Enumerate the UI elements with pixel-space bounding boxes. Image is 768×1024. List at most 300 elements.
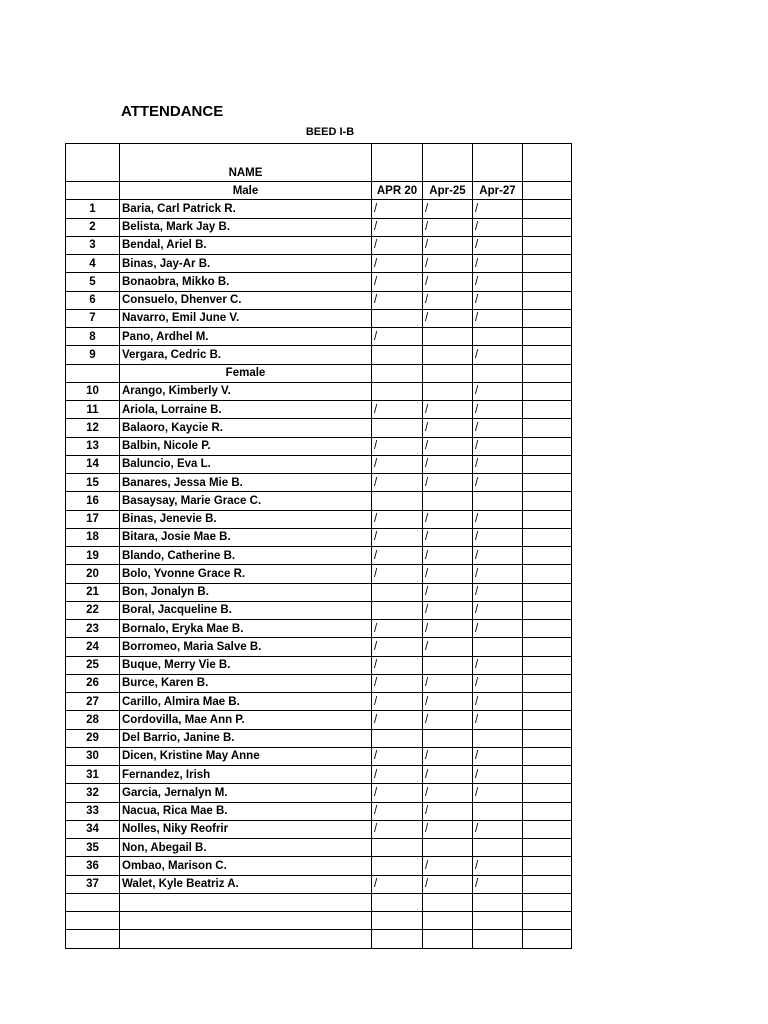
- attendance-mark: /: [372, 528, 423, 546]
- student-name: Bornalo, Eryka Mae B.: [120, 620, 372, 638]
- student-name: Bonaobra, Mikko B.: [120, 273, 372, 291]
- table-row: [66, 638, 572, 656]
- attendance-mark: /: [372, 656, 423, 674]
- name-header: NAME: [120, 144, 372, 182]
- attendance-mark: /: [423, 437, 473, 455]
- attendance-mark: [372, 729, 423, 747]
- attendance-mark: /: [372, 784, 423, 802]
- attendance-mark: /: [473, 236, 523, 254]
- date-header: APR 20: [372, 182, 423, 200]
- table-row: [66, 565, 572, 583]
- student-name: Baria, Carl Patrick R.: [120, 200, 372, 218]
- header-cell-number: [66, 144, 120, 182]
- attendance-mark: /: [473, 401, 523, 419]
- student-name: Non, Abegail B.: [120, 839, 372, 857]
- attendance-mark: /: [473, 255, 523, 273]
- header-row-dates: [66, 182, 572, 200]
- attendance-cell-empty: [372, 930, 423, 948]
- student-name: Pano, Ardhel M.: [120, 328, 372, 346]
- table-row: [66, 328, 572, 346]
- attendance-mark: [523, 474, 572, 492]
- attendance-mark: [473, 638, 523, 656]
- attendance-mark: /: [423, 528, 473, 546]
- attendance-mark: [473, 729, 523, 747]
- attendance-table: [65, 143, 572, 949]
- row-number: 17: [66, 510, 120, 528]
- attendance-mark: [423, 839, 473, 857]
- male-label: Male: [120, 182, 372, 200]
- attendance-mark: /: [423, 291, 473, 309]
- attendance-mark: /: [423, 747, 473, 765]
- attendance-mark: [523, 547, 572, 565]
- attendance-mark: /: [372, 620, 423, 638]
- attendance-mark: [523, 382, 572, 400]
- attendance-mark: [523, 638, 572, 656]
- attendance-mark: /: [423, 620, 473, 638]
- table-row: [66, 255, 572, 273]
- student-name: Baluncio, Eva L.: [120, 455, 372, 473]
- attendance-mark: /: [372, 711, 423, 729]
- attendance-mark: /: [473, 200, 523, 218]
- blank-row: [66, 893, 572, 911]
- row-number-empty: [66, 912, 120, 930]
- attendance-mark: [523, 565, 572, 583]
- attendance-body: [66, 144, 572, 949]
- attendance-cell-empty: [423, 912, 473, 930]
- attendance-mark: /: [372, 328, 423, 346]
- student-name: Dicen, Kristine May Anne: [120, 747, 372, 765]
- attendance-mark: /: [473, 309, 523, 327]
- attendance-mark: /: [423, 273, 473, 291]
- attendance-mark: /: [423, 547, 473, 565]
- row-number: 33: [66, 802, 120, 820]
- attendance-mark: /: [423, 218, 473, 236]
- attendance-mark: /: [372, 674, 423, 692]
- attendance-cell-empty: [523, 930, 572, 948]
- attendance-mark: [523, 455, 572, 473]
- row-number: 34: [66, 820, 120, 838]
- attendance-mark: [523, 784, 572, 802]
- row-number: 22: [66, 601, 120, 619]
- attendance-mark: [523, 419, 572, 437]
- student-name: Vergara, Cedric B.: [120, 346, 372, 364]
- attendance-mark: [372, 583, 423, 601]
- attendance-mark: /: [372, 510, 423, 528]
- attendance-mark: /: [423, 255, 473, 273]
- table-row: [66, 382, 572, 400]
- row-number: 31: [66, 766, 120, 784]
- row-number: 24: [66, 638, 120, 656]
- attendance-cell-empty: [372, 893, 423, 911]
- attendance-mark: /: [423, 674, 473, 692]
- row-number: 3: [66, 236, 120, 254]
- attendance-mark: /: [372, 236, 423, 254]
- attendance-mark: /: [473, 547, 523, 565]
- row-number: 6: [66, 291, 120, 309]
- student-name: Bendal, Ariel B.: [120, 236, 372, 254]
- table-row: [66, 474, 572, 492]
- attendance-mark: /: [372, 291, 423, 309]
- attendance-mark: /: [423, 309, 473, 327]
- attendance-mark: /: [473, 565, 523, 583]
- attendance-mark: /: [473, 875, 523, 893]
- student-name: Bitara, Josie Mae B.: [120, 528, 372, 546]
- attendance-mark: /: [423, 711, 473, 729]
- student-name: Balbin, Nicole P.: [120, 437, 372, 455]
- attendance-mark: [523, 236, 572, 254]
- attendance-mark: [523, 328, 572, 346]
- header-cell-empty: [523, 144, 572, 182]
- attendance-mark: /: [423, 565, 473, 583]
- table-row: [66, 236, 572, 254]
- date-header: Apr-27: [473, 182, 523, 200]
- attendance-mark: [423, 382, 473, 400]
- female-subheader-row: [66, 364, 572, 382]
- attendance-mark: /: [372, 401, 423, 419]
- attendance-mark: [523, 200, 572, 218]
- student-name: Borromeo, Maria Salve B.: [120, 638, 372, 656]
- attendance-mark: /: [473, 291, 523, 309]
- attendance-mark: /: [473, 419, 523, 437]
- attendance-mark: /: [473, 766, 523, 784]
- row-number: 37: [66, 875, 120, 893]
- attendance-cell-empty: [423, 930, 473, 948]
- table-row: [66, 309, 572, 327]
- attendance-mark: [423, 328, 473, 346]
- header-row-name: [66, 144, 572, 182]
- attendance-mark: /: [473, 656, 523, 674]
- student-name: Belista, Mark Jay B.: [120, 218, 372, 236]
- attendance-mark: /: [473, 218, 523, 236]
- student-name: Buque, Merry Vie B.: [120, 656, 372, 674]
- row-number: 1: [66, 200, 120, 218]
- attendance-mark: /: [423, 200, 473, 218]
- attendance-mark: /: [473, 711, 523, 729]
- table-row: [66, 419, 572, 437]
- student-name: Burce, Karen B.: [120, 674, 372, 692]
- attendance-mark: [372, 346, 423, 364]
- attendance-mark: /: [423, 766, 473, 784]
- row-number: 20: [66, 565, 120, 583]
- row-number: 12: [66, 419, 120, 437]
- student-name: Basaysay, Marie Grace C.: [120, 492, 372, 510]
- attendance-mark: [523, 510, 572, 528]
- attendance-mark: /: [423, 784, 473, 802]
- header-cell-empty: [423, 144, 473, 182]
- table-row: [66, 693, 572, 711]
- attendance-mark: /: [372, 437, 423, 455]
- table-row: [66, 766, 572, 784]
- attendance-mark: [473, 839, 523, 857]
- attendance-mark: [372, 382, 423, 400]
- attendance-mark: [523, 492, 572, 510]
- attendance-mark: /: [372, 474, 423, 492]
- student-name: Bon, Jonalyn B.: [120, 583, 372, 601]
- attendance-mark: /: [372, 455, 423, 473]
- student-name: Walet, Kyle Beatriz A.: [120, 875, 372, 893]
- attendance-cell-empty: [523, 364, 572, 382]
- table-row: [66, 346, 572, 364]
- table-row: [66, 528, 572, 546]
- row-number-empty: [66, 893, 120, 911]
- attendance-mark: /: [473, 620, 523, 638]
- table-row: [66, 492, 572, 510]
- student-name: Ombao, Marison C.: [120, 857, 372, 875]
- blank-row: [66, 930, 572, 948]
- attendance-mark: /: [423, 583, 473, 601]
- attendance-mark: [523, 711, 572, 729]
- attendance-mark: [523, 729, 572, 747]
- row-number: 8: [66, 328, 120, 346]
- table-row: [66, 711, 572, 729]
- table-row: [66, 674, 572, 692]
- row-number: 19: [66, 547, 120, 565]
- attendance-mark: /: [473, 273, 523, 291]
- attendance-mark: [473, 492, 523, 510]
- attendance-mark: /: [423, 455, 473, 473]
- attendance-mark: /: [372, 273, 423, 291]
- row-number: 25: [66, 656, 120, 674]
- student-name: Balaoro, Kaycie R.: [120, 419, 372, 437]
- attendance-mark: /: [473, 528, 523, 546]
- row-number: 15: [66, 474, 120, 492]
- attendance-mark: /: [372, 747, 423, 765]
- attendance-cell-empty: [423, 364, 473, 382]
- table-row: [66, 200, 572, 218]
- row-number: 30: [66, 747, 120, 765]
- attendance-mark: [523, 583, 572, 601]
- blank-row: [66, 912, 572, 930]
- student-name-empty: [120, 912, 372, 930]
- attendance-mark: [423, 656, 473, 674]
- attendance-mark: /: [473, 474, 523, 492]
- attendance-mark: [523, 291, 572, 309]
- attendance-mark: [523, 273, 572, 291]
- section-label: BEED I-B: [305, 126, 355, 138]
- attendance-mark: [523, 309, 572, 327]
- attendance-mark: /: [372, 820, 423, 838]
- table-row: [66, 820, 572, 838]
- table-row: [66, 620, 572, 638]
- attendance-cell-empty: [372, 912, 423, 930]
- student-name: Nolles, Niky Reofrir: [120, 820, 372, 838]
- attendance-mark: /: [372, 875, 423, 893]
- attendance-mark: /: [473, 510, 523, 528]
- table-row: [66, 273, 572, 291]
- row-number: 7: [66, 309, 120, 327]
- attendance-mark: [372, 309, 423, 327]
- attendance-mark: [523, 656, 572, 674]
- row-number: 16: [66, 492, 120, 510]
- student-name: Navarro, Emil June V.: [120, 309, 372, 327]
- attendance-cell-empty: [372, 364, 423, 382]
- table-row: [66, 656, 572, 674]
- row-number: 9: [66, 346, 120, 364]
- table-row: [66, 839, 572, 857]
- attendance-mark: /: [473, 747, 523, 765]
- attendance-mark: /: [423, 601, 473, 619]
- row-number: 4: [66, 255, 120, 273]
- row-number: 11: [66, 401, 120, 419]
- row-number-empty: [66, 364, 120, 382]
- attendance-mark: [372, 601, 423, 619]
- header-cell-empty: [473, 144, 523, 182]
- attendance-mark: /: [473, 382, 523, 400]
- row-number: 21: [66, 583, 120, 601]
- student-name: Consuelo, Dhenver C.: [120, 291, 372, 309]
- table-row: [66, 875, 572, 893]
- row-number: 18: [66, 528, 120, 546]
- row-number: 13: [66, 437, 120, 455]
- attendance-mark: /: [372, 638, 423, 656]
- table-row: [66, 455, 572, 473]
- attendance-mark: /: [473, 674, 523, 692]
- attendance-mark: [523, 620, 572, 638]
- attendance-mark: /: [473, 820, 523, 838]
- attendance-mark: /: [423, 857, 473, 875]
- student-name: Nacua, Rica Mae B.: [120, 802, 372, 820]
- attendance-mark: [523, 875, 572, 893]
- row-number: 26: [66, 674, 120, 692]
- attendance-mark: /: [423, 510, 473, 528]
- attendance-mark: /: [372, 766, 423, 784]
- table-row: [66, 291, 572, 309]
- table-row: [66, 784, 572, 802]
- row-number: 28: [66, 711, 120, 729]
- attendance-mark: /: [473, 784, 523, 802]
- student-name: Fernandez, Irish: [120, 766, 372, 784]
- attendance-mark: /: [372, 693, 423, 711]
- student-name: Carillo, Almira Mae B.: [120, 693, 372, 711]
- attendance-mark: /: [423, 820, 473, 838]
- student-name: Ariola, Lorraine B.: [120, 401, 372, 419]
- attendance-mark: /: [423, 419, 473, 437]
- attendance-mark: [473, 328, 523, 346]
- attendance-mark: [523, 401, 572, 419]
- row-number: 32: [66, 784, 120, 802]
- row-number: 23: [66, 620, 120, 638]
- table-row: [66, 437, 572, 455]
- attendance-mark: /: [423, 693, 473, 711]
- attendance-mark: /: [372, 218, 423, 236]
- attendance-mark: [523, 820, 572, 838]
- attendance-mark: [523, 674, 572, 692]
- student-name: Bolo, Yvonne Grace R.: [120, 565, 372, 583]
- student-name-empty: [120, 893, 372, 911]
- student-name: Garcia, Jernalyn M.: [120, 784, 372, 802]
- table-row: [66, 401, 572, 419]
- attendance-cell-empty: [523, 893, 572, 911]
- attendance-mark: [523, 747, 572, 765]
- table-row: [66, 218, 572, 236]
- attendance-mark: [523, 839, 572, 857]
- attendance-mark: [423, 729, 473, 747]
- row-number: 35: [66, 839, 120, 857]
- student-name: Del Barrio, Janine B.: [120, 729, 372, 747]
- attendance-mark: [372, 492, 423, 510]
- table-row: [66, 510, 572, 528]
- attendance-mark: [372, 857, 423, 875]
- attendance-mark: /: [423, 236, 473, 254]
- attendance-mark: [473, 802, 523, 820]
- attendance-cell-empty: [523, 912, 572, 930]
- attendance-cell-empty: [473, 930, 523, 948]
- student-name: Banares, Jessa Mie B.: [120, 474, 372, 492]
- student-name: Boral, Jacqueline B.: [120, 601, 372, 619]
- table-row: [66, 547, 572, 565]
- attendance-mark: [523, 346, 572, 364]
- attendance-cell-empty: [473, 364, 523, 382]
- attendance-mark: [523, 802, 572, 820]
- attendance-mark: /: [423, 474, 473, 492]
- attendance-mark: [372, 419, 423, 437]
- date-header: Apr-25: [423, 182, 473, 200]
- attendance-mark: [523, 766, 572, 784]
- table-row: [66, 729, 572, 747]
- attendance-mark: [523, 857, 572, 875]
- attendance-mark: [523, 693, 572, 711]
- attendance-mark: /: [423, 638, 473, 656]
- page-title: ATTENDANCE: [121, 103, 224, 120]
- attendance-mark: [423, 492, 473, 510]
- attendance-mark: [372, 839, 423, 857]
- date-header: [523, 182, 572, 200]
- table-row: [66, 583, 572, 601]
- row-number: 2: [66, 218, 120, 236]
- attendance-mark: /: [473, 346, 523, 364]
- student-name: Binas, Jenevie B.: [120, 510, 372, 528]
- attendance-mark: [423, 346, 473, 364]
- attendance-cell-empty: [473, 893, 523, 911]
- row-number: 29: [66, 729, 120, 747]
- row-number: 10: [66, 382, 120, 400]
- table-row: [66, 747, 572, 765]
- attendance-cell-empty: [423, 893, 473, 911]
- row-number: 14: [66, 455, 120, 473]
- attendance-mark: /: [423, 802, 473, 820]
- attendance-cell-empty: [473, 912, 523, 930]
- student-name: Cordovilla, Mae Ann P.: [120, 711, 372, 729]
- student-name: Blando, Catherine B.: [120, 547, 372, 565]
- attendance-mark: [523, 437, 572, 455]
- row-number-empty: [66, 930, 120, 948]
- attendance-mark: /: [473, 583, 523, 601]
- row-number: 36: [66, 857, 120, 875]
- header-cell-empty: [372, 144, 423, 182]
- table-row: [66, 802, 572, 820]
- table-row: [66, 601, 572, 619]
- attendance-mark: /: [473, 601, 523, 619]
- attendance-mark: /: [423, 401, 473, 419]
- attendance-mark: [523, 255, 572, 273]
- attendance-mark: /: [372, 547, 423, 565]
- attendance-mark: /: [372, 802, 423, 820]
- attendance-mark: /: [372, 200, 423, 218]
- attendance-mark: /: [372, 255, 423, 273]
- attendance-mark: /: [423, 875, 473, 893]
- student-name: Binas, Jay-Ar B.: [120, 255, 372, 273]
- attendance-mark: [523, 528, 572, 546]
- attendance-mark: [523, 218, 572, 236]
- header-cell-number: [66, 182, 120, 200]
- row-number: 27: [66, 693, 120, 711]
- row-number: 5: [66, 273, 120, 291]
- attendance-mark: /: [473, 437, 523, 455]
- student-name-empty: [120, 930, 372, 948]
- table-row: [66, 857, 572, 875]
- student-name: Arango, Kimberly V.: [120, 382, 372, 400]
- female-label: Female: [120, 364, 372, 382]
